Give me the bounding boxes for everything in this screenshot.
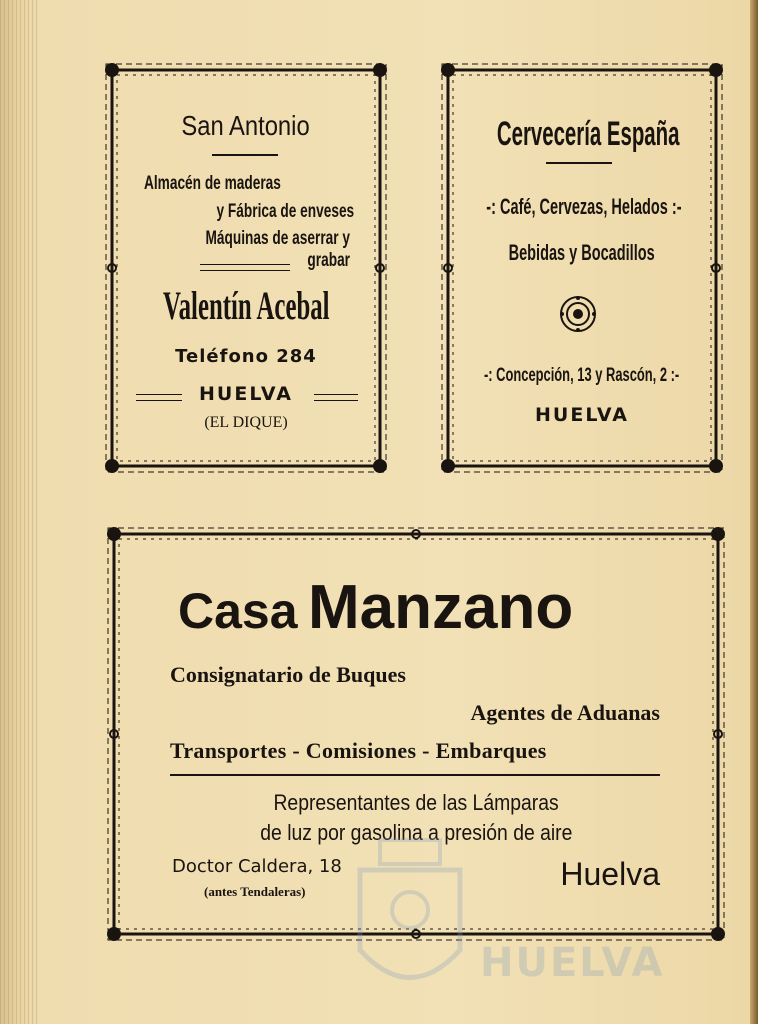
watermark-text: HUELVA xyxy=(480,940,665,986)
ad2-name: Cervecería España xyxy=(496,115,680,153)
ad3-line2: Agentes de Aduanas xyxy=(470,700,660,725)
ad1-district: (EL DIQUE) xyxy=(204,414,288,431)
ad3-line3: Transportes - Comisiones - Embarques xyxy=(170,738,547,763)
ad2-line1: -: Café, Cervezas, Helados :- xyxy=(486,194,682,219)
ad3-address-note: (antes Tendaleras) xyxy=(204,884,306,899)
ad3-rep1: Representantes de las Lámparas xyxy=(273,790,559,815)
ad2-address: -: Concepción, 13 y Rascón, 2 :- xyxy=(484,365,680,386)
archive-watermark xyxy=(350,830,680,1020)
ad1-double-rule xyxy=(200,264,290,271)
ad1-name: San Antonio xyxy=(181,110,311,141)
ad-san-antonio xyxy=(100,58,392,478)
ad3-city: Huelva xyxy=(560,856,660,892)
ad3-rep2: de luz por gasolina a presión de aire xyxy=(259,820,573,845)
ad1-owner: Valentín Acebal xyxy=(162,283,330,328)
ad1-rule xyxy=(212,154,278,156)
ad1-line2: y Fábrica de enveses xyxy=(216,201,354,222)
ad3-rule xyxy=(170,774,660,776)
coat-of-arms-icon xyxy=(350,830,680,1020)
decorative-rosette-icon xyxy=(558,294,598,334)
ad1-phone: Teléfono 284 xyxy=(175,346,317,367)
ad2-rule xyxy=(546,162,612,164)
ad2-line2: Bebidas y Bocadillos xyxy=(508,240,656,265)
ad1-line3: Máquinas de aserrar y grabar xyxy=(205,228,350,271)
ad1-line1: Almacén de maderas xyxy=(144,173,281,194)
ad3-title-casa: Casa xyxy=(178,583,298,639)
ad-cerveceria-espana xyxy=(436,58,728,478)
page-edges xyxy=(0,0,40,1024)
ad3-line1: Consignatario de Buques xyxy=(170,662,406,687)
ad2-city: HUELVA xyxy=(535,404,629,426)
ad1-city: HUELVA xyxy=(199,383,293,405)
ad3-title-manzano: Manzano xyxy=(307,573,574,642)
ad3-address: Doctor Caldera, 18 xyxy=(172,856,342,877)
binding-edge xyxy=(750,0,758,1024)
